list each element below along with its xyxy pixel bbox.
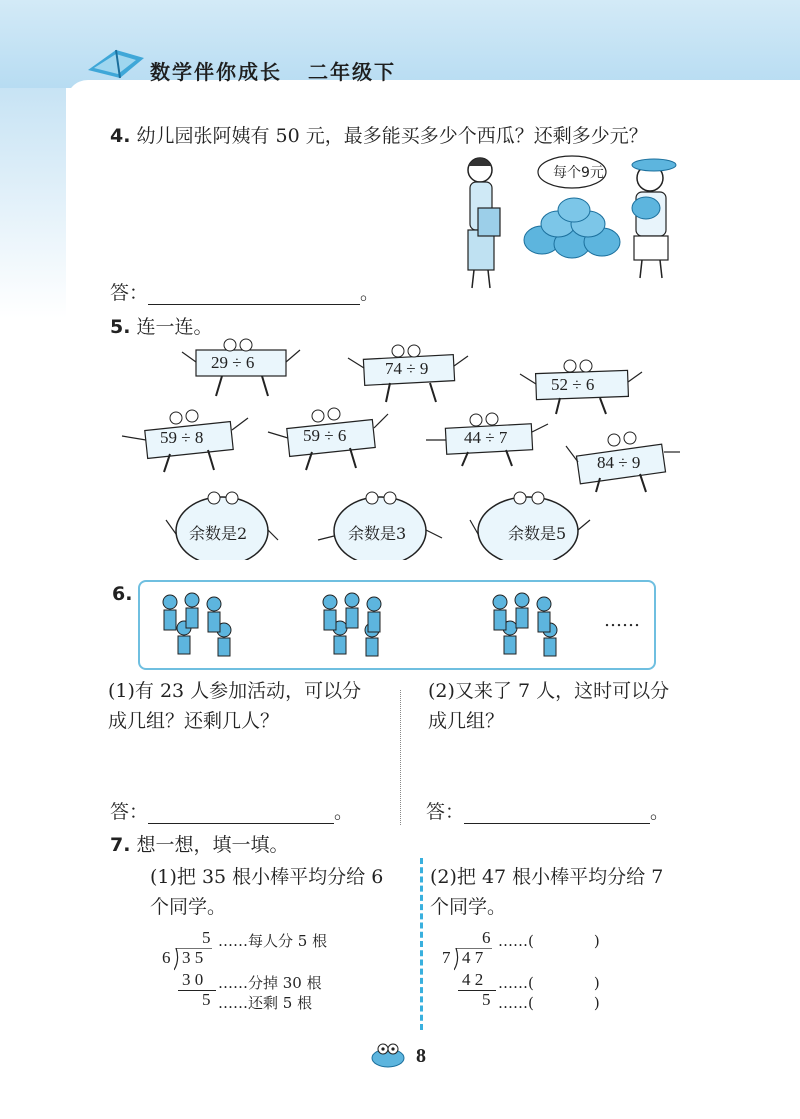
q7-part2 [430,862,663,922]
ld2-product: 4 2 [462,970,484,989]
ld1-note-product: ……分掉 30 根 [218,974,322,992]
card-label: 59 ÷ 6 [303,426,347,445]
q6-part1-line2: 成几组？还剩几人？ [108,710,280,732]
card-label: 74 ÷ 9 [385,359,429,378]
remainder-label: 余数是2 [189,524,248,543]
q7-number: 7. [110,834,131,856]
card-label: 44 ÷ 7 [464,428,508,447]
q7-part2-line1: (2)把 47 根小棒平均分给 7 [430,866,664,888]
remainder-label: 余数是3 [348,524,407,543]
more-groups-ellipsis: …… [604,610,640,631]
q5-number: 5. [110,316,131,338]
ld2-note-remainder[interactable]: ……( ) [498,994,600,1012]
ld2-dividend: 4 7 [462,948,484,967]
q6-answer-end: 。 [334,801,354,823]
ld1-note-quotient: ……每人分 5 根 [218,932,328,950]
q6-part2-line2: 成几组？ [428,710,505,732]
mascot-icon [366,1040,410,1070]
ld1-remainder: 5 [202,990,211,1009]
q7-part2-line2: 个同学。 [430,896,507,918]
q6-answer-blank-1[interactable] [148,801,334,824]
q6-part2-line1: (2)又来了 7 人，这时可以分 [428,680,670,702]
q4-text: 幼儿园张阿姨有 50 元，最多能买多少个西瓜？还剩多少元？ [136,125,648,147]
q6-answer-label: 答： [426,801,465,823]
ld2-divisor: 7 [442,948,451,967]
card-label: 29 ÷ 6 [211,353,255,372]
q7-divider [420,858,423,1030]
card-label: 52 ÷ 6 [551,375,595,394]
book-grade: 二年级下 [308,60,396,84]
q7-title: 想一想，填一填。 [136,834,289,856]
ld1-quotient: 5 [202,928,211,947]
q6-divider [400,690,401,825]
children-groups-scene [138,580,656,670]
ld2-note-quotient[interactable]: ……( ) [498,932,600,950]
ld2-remainder: 5 [482,990,491,1009]
long-division-2 [440,928,680,1018]
page-number: 8 [416,1045,426,1067]
q6-part1-line1: (1)有 23 人参加活动，可以分 [108,680,362,702]
ld1-dividend: 3 5 [182,948,204,967]
q7-prompt [110,830,289,857]
ld2-quotient: 6 [482,928,491,947]
q6-number: 6. [112,583,133,605]
card-label: 59 ÷ 8 [160,428,204,447]
children-groups-illustration [140,582,654,668]
q4-answer-label: 答： [110,282,149,304]
q7-part1-line2: 个同学。 [150,896,227,918]
q6-answer-blank-2[interactable] [464,801,650,824]
price-bubble-text: 每个9元 [553,165,604,181]
q7-part1 [150,862,383,922]
q4-answer-end: 。 [360,282,380,304]
ld2-note-product[interactable]: ……( ) [498,974,600,992]
ld1-note-remainder: ……还剩 5 根 [218,994,313,1012]
book-title: 数学伴你成长 [150,60,282,84]
long-division-1 [160,928,400,1018]
card-label: 84 ÷ 9 [597,453,641,472]
q6-answer-label: 答： [110,801,149,823]
q6-part2 [428,676,669,736]
remainder-label: 余数是5 [508,524,567,543]
q5-title: 连一连。 [136,316,213,338]
q4-number: 4. [110,125,131,147]
ld1-product: 3 0 [182,970,204,989]
q6-answer-1 [110,797,353,824]
q6-answer-end: 。 [650,801,670,823]
q7-part1-line1: (1)把 35 根小棒平均分给 6 [150,866,384,888]
ld1-divisor: 6 [162,948,171,967]
q6-answer-2 [426,797,669,824]
q6-part1 [108,676,361,736]
